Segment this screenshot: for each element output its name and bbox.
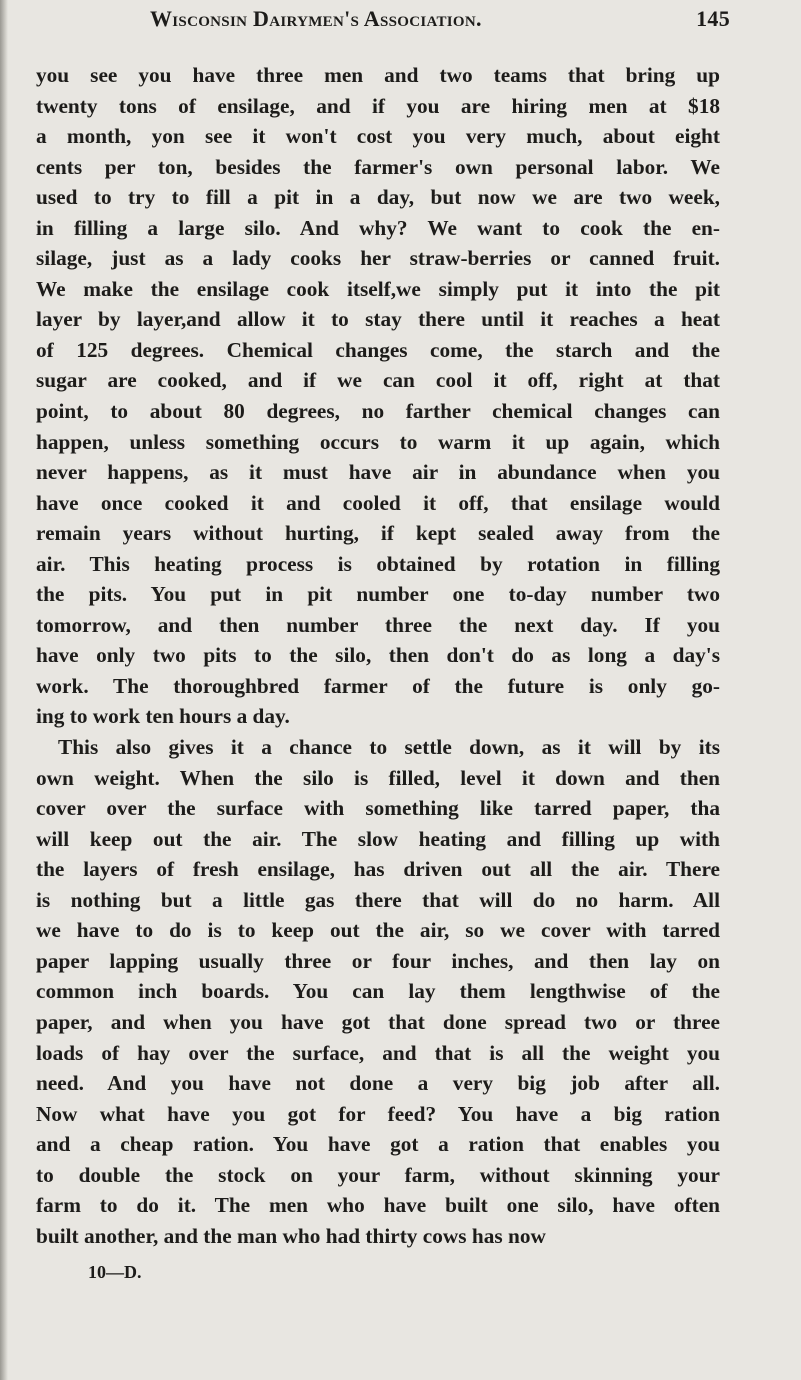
page-number: 145 [696,6,730,31]
text-line: have once cooked it and cooled it off, that ensilage would [36,490,720,515]
text-line: happen, unless something occurs to warm it up again, which [36,429,720,454]
text-line: cents per ton, besides the farmer's own personal labor. We [36,154,720,179]
paragraph [36,60,720,732]
text-line: This also gives it a chance to settle down, as it will by its [58,735,720,760]
paragraph [36,732,720,1251]
text-line: and a cheap ration. You have got a ration that enables you [36,1132,720,1157]
signature-mark: 10—D. [88,1262,142,1282]
text-line: We make the ensilage cook itself,we simply put it into the pit [36,276,720,301]
text-line: paper, and when you have got that done spread two or three [36,1009,720,1034]
text-line: cover over the surface with something like tarred paper, tha [36,796,720,821]
text-line: remain years without hurting, if kept sealed away from the [36,521,720,546]
text-line: layer by layer,and allow it to stay there until it reaches a heat [36,307,720,332]
text-line: in filling a large silo. And why? We want to cook the en- [36,215,720,240]
text-line: sugar are cooked, and if we can cool it off, right at that [36,368,720,393]
text-line: you see you have three men and two teams that bring up [36,63,720,87]
text-line: need. And you have not done a very big job after all. [36,1071,720,1096]
text-line: built another, and the man who had thirty cows has now [36,1223,546,1248]
running-head [150,6,730,36]
text-line: a month, yon see it won't cost you very much, about eight [36,124,720,149]
text-line: loads of hay over the surface, and that is all the weight you [36,1040,720,1065]
text-line: air. This heating process is obtained by rotation in filling [36,551,720,576]
text-line: the pits. You put in pit number one to-day number two [36,582,720,607]
text-line: tomorrow, and then number three the next day. If you [36,612,720,637]
text-line: work. The thoroughbred farmer of the future is only go- [36,673,720,698]
text-line: twenty tons of ensilage, and if you are hiring men at $18 [36,93,720,118]
text-line: we have to do is to keep out the air, so we cover with tarred [36,918,720,943]
text-line: common inch boards. You can lay them lengthwise of the [36,979,720,1004]
text-line: ing to work ten hours a day. [36,704,290,729]
text-line: paper lapping usually three or four inches, and then lay on [36,948,720,973]
text-line: to double the stock on your farm, without skinning your [36,1162,720,1187]
text-line: have only two pits to the silo, then don't do as long a day's [36,643,720,668]
text-line: point, to about 80 degrees, no farther chemical changes can [36,399,720,424]
running-head-title: Wisconsin Dairymen's Association. [150,6,482,31]
body-text [36,60,720,1251]
text-line: silage, just as a lady cooks her straw-berries or canned fruit. [36,246,720,271]
text-line: will keep out the air. The slow heating and filling up with [36,826,720,851]
text-line: never happens, as it must have air in abundance when you [36,460,720,485]
text-line: farm to do it. The men who have built one silo, have often [36,1193,720,1218]
text-line: used to try to fill a pit in a day, but now we are two week, [36,185,720,210]
text-line: own weight. When the silo is filled, level it down and then [36,765,720,790]
text-line: of 125 degrees. Chemical changes come, the starch and the [36,337,720,362]
text-line: is nothing but a little gas there that will do no harm. All [36,887,720,912]
text-line: the layers of fresh ensilage, has driven out all the air. There [36,857,720,882]
page-edge-shadow [0,0,8,1380]
text-line: Now what have you got for feed? You have a big ration [36,1101,720,1126]
